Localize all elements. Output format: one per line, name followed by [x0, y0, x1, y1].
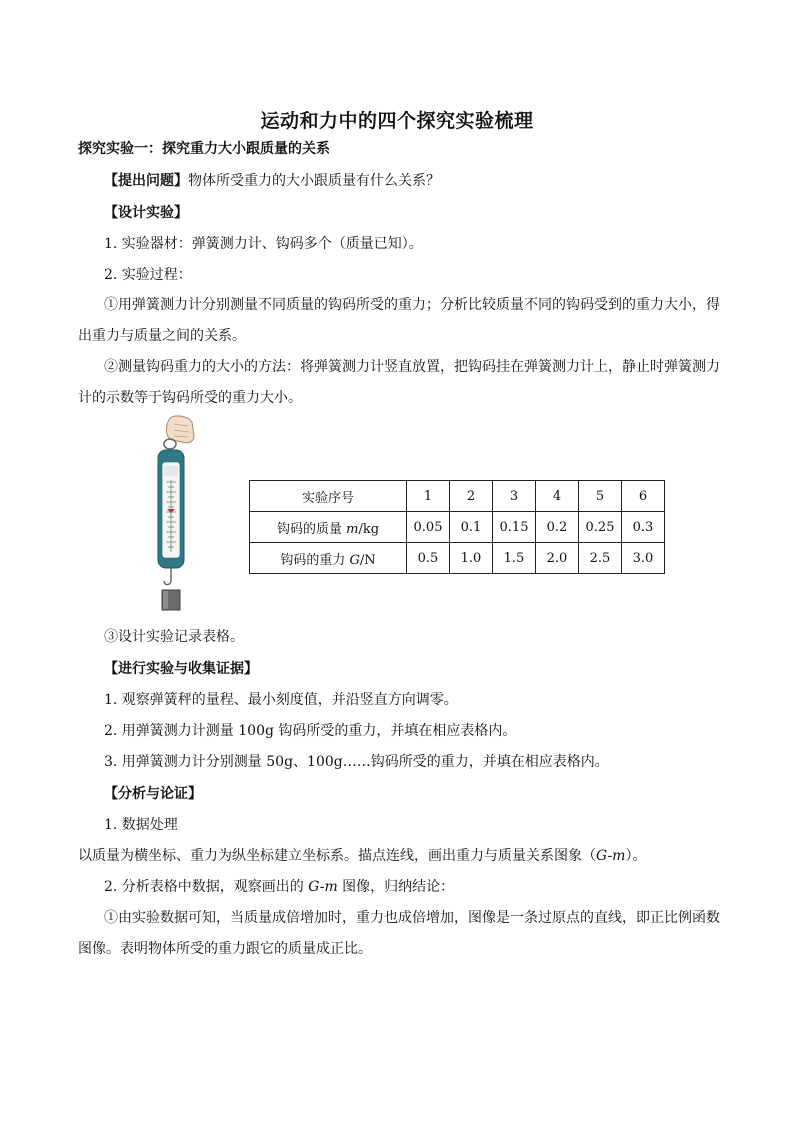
mass-variable: m	[346, 521, 359, 537]
table-cell: 0.25	[579, 512, 622, 543]
table-row-label	[250, 512, 407, 543]
question-line	[104, 171, 440, 191]
weight-unit: /N	[359, 552, 376, 568]
table-cell: 3	[493, 481, 536, 512]
analysis-item-2	[104, 877, 454, 897]
weight-label-text: 钩码的重力	[280, 552, 350, 568]
table-cell: 1.5	[493, 543, 536, 574]
table-cell: 6	[622, 481, 665, 512]
section-heading: 探究实验一：探究重力大小跟质量的关系	[78, 141, 330, 157]
analysis-text-1	[78, 846, 646, 866]
table-cell: 5	[579, 481, 622, 512]
page-title: 运动和力中的四个探究实验梳理	[260, 110, 534, 132]
table-cell: 2.0	[536, 543, 579, 574]
table-cell: 2	[450, 481, 493, 512]
mass-unit: /kg	[358, 521, 380, 537]
collect-item-2: 2. 用弹簧测力计测量 100g 钩码所受的重力，并填在相应表格内。	[104, 723, 517, 739]
table-cell: 3.0	[622, 543, 665, 574]
step-1-paragraph: ①用弹簧测力计分别测量不同质量的钩码所受的重力；分析比较质量不同的钩码受到的重力大小，得出重力与质量之间的关系。	[78, 297, 720, 344]
conclusion-paragraph: ①由实验数据可知，当质量成倍增加时，重力也成倍增加，图像是一条过原点的直线，即正比例函数图像。表明物体所受的重力跟它的质量成正比。	[78, 910, 720, 957]
collect-label: 【进行实验与收集证据】	[104, 661, 258, 677]
table-cell: 0.5	[407, 543, 450, 574]
table-cell: 0.3	[622, 512, 665, 543]
question-label: 【提出问题】	[104, 173, 188, 189]
spring-scale-illustration	[148, 414, 208, 614]
table-row	[250, 481, 665, 512]
table-cell: 0.1	[450, 512, 493, 543]
table-row-label	[250, 543, 407, 574]
equipment-line: 1. 实验器材：弹簧测力计、钩码多个（质量已知）。	[104, 236, 423, 252]
mass-label-text: 钩码的质量	[276, 521, 347, 537]
table-cell: 1	[407, 481, 450, 512]
analysis-2-var: G-m	[308, 879, 338, 895]
collect-item-1: 1. 观察弹簧秤的量程、最小刻度值，并沿竖直方向调零。	[104, 692, 458, 708]
step-2-paragraph: ②测量钩码重力的大小的方法：将弹簧测力计竖直放置，把钩码挂在弹簧测力计上，静止时弹簧测力计的示数等于钩码所受的重力大小。	[78, 359, 720, 406]
step-3-line: ③设计实验记录表格。	[104, 629, 244, 645]
experiment-table	[249, 480, 665, 574]
analysis-text-1b: ）。	[625, 848, 647, 864]
table-cell: 1.0	[450, 543, 493, 574]
table-row	[250, 543, 665, 574]
table-cell: 4	[536, 481, 579, 512]
table-cell: 0.05	[407, 512, 450, 543]
process-line: 2. 实验过程：	[104, 267, 192, 283]
table-cell: 2.5	[579, 543, 622, 574]
analysis-item-1: 1. 数据处理	[104, 817, 178, 833]
table-row	[250, 512, 665, 543]
analysis-2b: 图像，归纳结论：	[337, 879, 455, 895]
table-cell: 0.15	[493, 512, 536, 543]
analysis-text-1-var: G-m	[596, 848, 626, 864]
analysis-2a: 2. 分析表格中数据，观察画出的	[104, 879, 309, 895]
analysis-label: 【分析与论证】	[104, 786, 202, 802]
table-header-cell: 实验序号	[250, 481, 407, 512]
table-cell: 0.2	[536, 512, 579, 543]
weight-variable: G	[349, 552, 360, 568]
question-text: 物体所受重力的大小跟质量有什么关系？	[188, 173, 440, 189]
design-label: 【设计实验】	[104, 205, 188, 221]
collect-item-3: 3. 用弹簧测力计分别测量 50g、100g……钩码所受的重力，并填在相应表格内。	[104, 754, 609, 770]
analysis-text-1a: 以质量为横坐标、重力为纵坐标建立坐标系。描点连线，画出重力与质量关系图象（	[78, 848, 596, 864]
